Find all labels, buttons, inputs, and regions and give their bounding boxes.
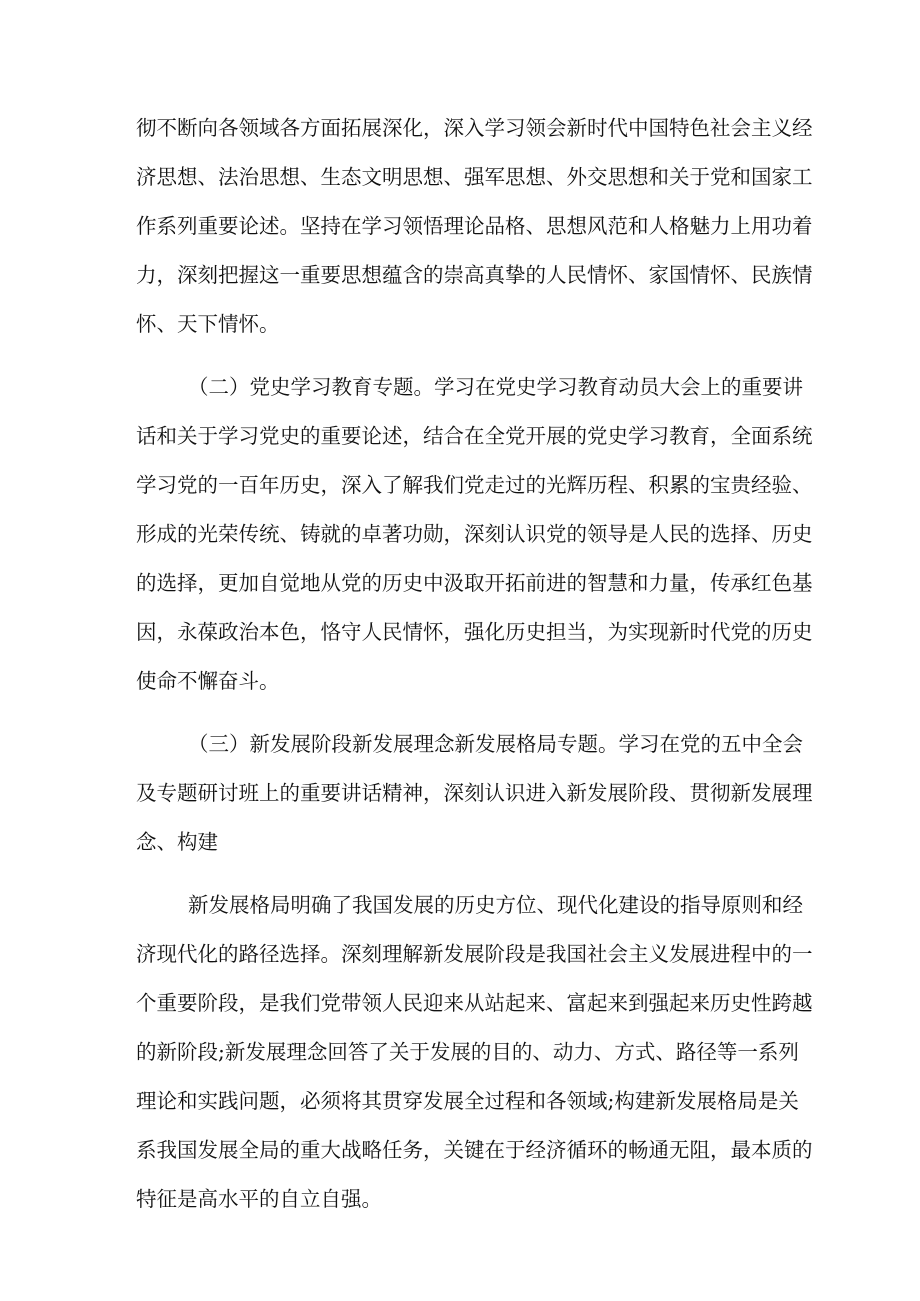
- text-line: 特征是高水平的自立自强。: [136, 1187, 382, 1211]
- text-line: 的选择，更加自觉地从党的历史中汲取开拓前进的智慧和力量，传承红色基: [136, 571, 813, 595]
- text-line: 话和关于学习党史的重要论述，结合在全党开展的党史学习教育，全面系统: [136, 424, 813, 448]
- text-line: 系我国发展全局的重大战略任务，关键在于经济循环的畅通无阻，最本质的: [136, 1138, 813, 1162]
- text-line: （二）党史学习教育专题。学习在党史学习教育动员大会上的重要讲: [188, 375, 803, 399]
- text-line: 彻不断向各领域各方面拓展深化，深入学习领会新时代中国特色社会主义经: [136, 116, 813, 140]
- paragraph: [136, 363, 813, 706]
- text-line: 作系列重要论述。坚持在学习领悟理论品格、思想风范和人格魅力上用功着: [136, 214, 813, 238]
- text-line: （三）新发展阶段新发展理念新发展格局专题。学习在党的五中全会: [188, 732, 803, 756]
- text-line: 济现代化的路径选择。深刻理解新发展阶段是我国社会主义发展进程中的一: [136, 942, 813, 966]
- text-line: 及专题研讨班上的重要讲话精神，深刻认识进入新发展阶段、贯彻新发展理: [136, 781, 813, 805]
- text-line: 力，深刻把握这一重要思想蕴含的崇高真挚的人民情怀、家国情怀、民族情: [136, 263, 813, 287]
- paragraph: [136, 104, 813, 349]
- text-line: 使命不懈奋斗。: [136, 669, 280, 693]
- text-line: 形成的光荣传统、铸就的卓著功勋，深刻认识党的领导是人民的选择、历史: [136, 522, 813, 546]
- text-line: 学习党的一百年历史，深入了解我们党走过的光辉历程、积累的宝贵经验、: [136, 473, 813, 497]
- text-line: 念、构建: [136, 830, 218, 854]
- text-line: 的新阶段;新发展理念回答了关于发展的目的、动力、方式、路径等一系列: [136, 1040, 799, 1064]
- paragraph: [136, 720, 813, 867]
- text-line: 理论和实践问题，必须将其贯穿发展全过程和各领域;构建新发展格局是关: [136, 1089, 799, 1113]
- text-line: 个重要阶段，是我们党带领人民迎来从站起来、富起来到强起来历史性跨越: [136, 991, 813, 1015]
- text-line: 新发展格局明确了我国发展的历史方位、现代化建设的指导原则和经: [188, 893, 803, 917]
- paragraph: [136, 881, 813, 1224]
- text-line: 因，永葆政治本色，恪守人民情怀，强化历史担当，为实现新时代党的历史: [136, 620, 813, 644]
- text-line: 济思想、法治思想、生态文明思想、强军思想、外交思想和关于党和国家工: [136, 165, 813, 189]
- text-line: 怀、天下情怀。: [136, 312, 280, 336]
- document-body: [136, 104, 813, 1224]
